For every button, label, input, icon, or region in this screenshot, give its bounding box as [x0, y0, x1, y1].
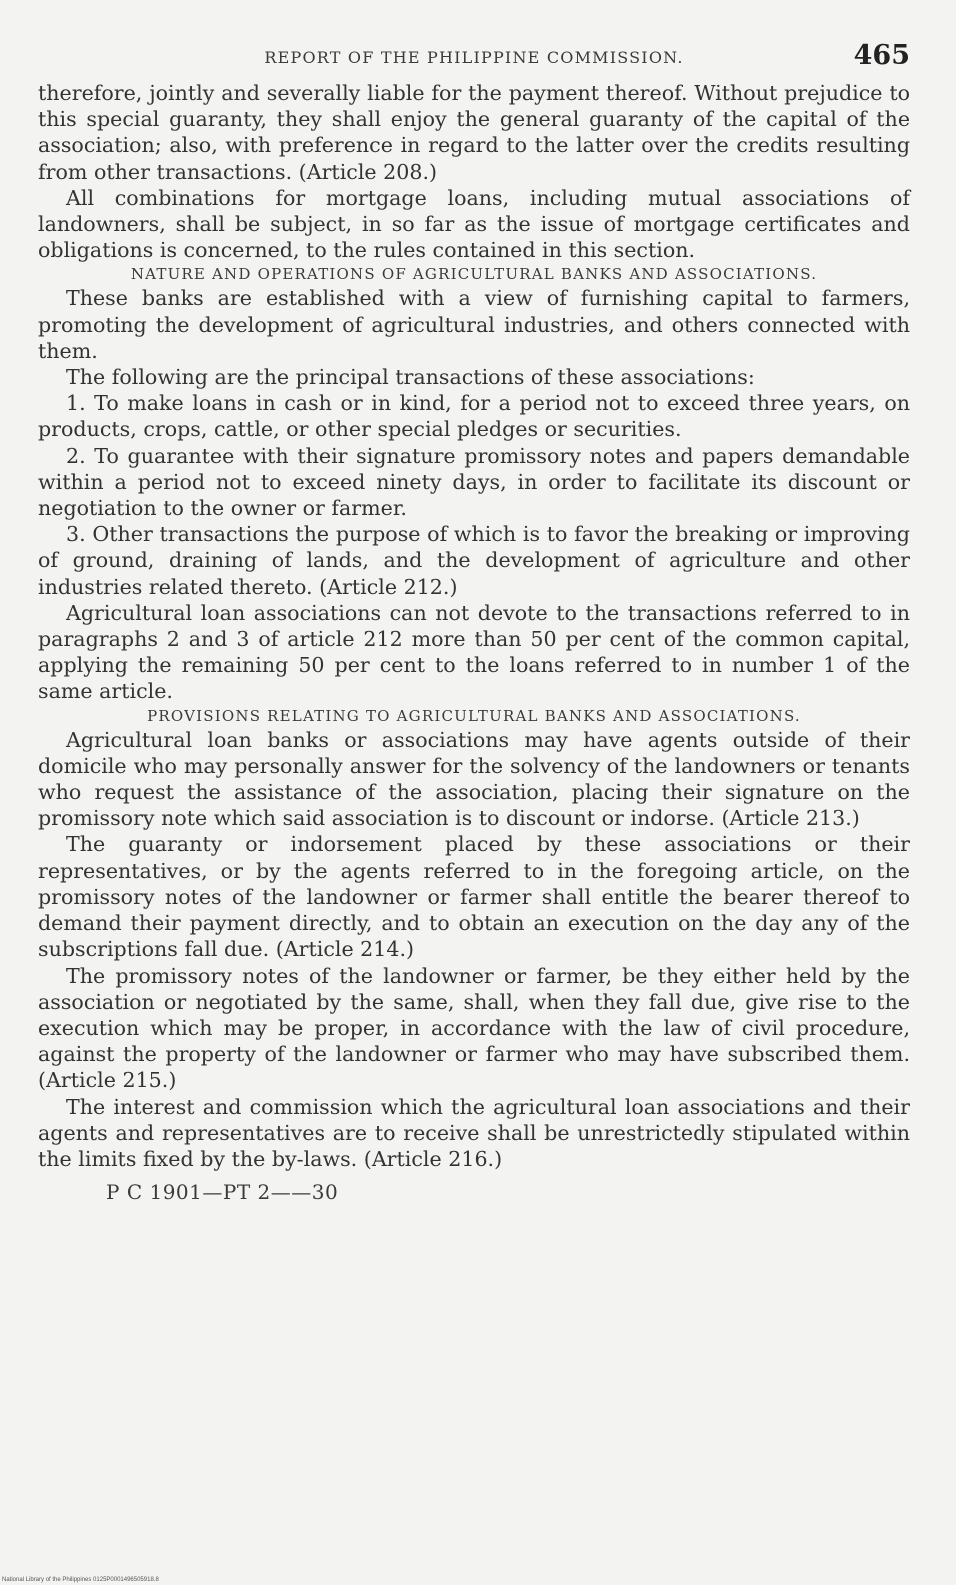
section-heading-provisions: PROVISIONS RELATING TO AGRICULTURAL BANKS AND ASSOCIATIONS. — [147, 706, 801, 725]
section-heading-nature-operations: NATURE AND OPERATIONS OF AGRICULTURAL BANKS AND ASSOCIATIONS. — [130, 265, 818, 284]
paragraph-item-3: 3. Other transactions the purpose of which is to favor the breaking or improving of ground, draining of lands, and the development of agriculture and other industries related thereto. (Article 212.) — [38, 522, 910, 599]
document-page — [38, 40, 910, 1204]
running-head: REPORT OF THE PHILIPPINE COMMISSION. — [264, 48, 684, 67]
paragraph-intro-mortgage: All combinations for mortgage loans, including mutual associations of landowners, shall be subject, in so far as the issue of mortgage certificates and obligations is concerned, to the rules contained in this section. — [38, 185, 910, 263]
page-header — [38, 40, 910, 80]
paragraph-capital-limit: Agricultural loan associations can not devote to the transactions referred to in paragraphs 2 and 3 of article 212 more than 50 per cent of the common capital, applying the remaining 50 per cent to the loans referred to in number 1 of the same article. — [38, 600, 910, 704]
paragraph-item-2: 2. To guarantee with their signature promissory notes and papers demandable within a period not to exceed ninety days, in order to facilitate its discount or negotiation to the owner or farmer. — [38, 443, 910, 521]
page-number: 465 — [853, 40, 910, 71]
scan-credit: National Library of the Philippines 0125P0001496505918.8 — [2, 1577, 159, 1583]
printer-signature-line: P C 1901—PT 2——30 — [106, 1180, 339, 1205]
paragraph-item-1: 1. To make loans in cash or in kind, for a period not to exceed three years, on products, crops, cattle, or other special pledges or securities. — [38, 391, 910, 442]
paragraph-banks-purpose: These banks are established with a view of furnishing capital to farmers, promoting the development of agricultural industries, and others connected with them. — [38, 286, 910, 363]
paragraph-article-215: The promissory notes of the landowner or farmer, be they either held by the association or negotiated by the same, shall, when they fall due, give rise to the execution which may be proper, in accordance with the law of civil procedure, against the property of the landowner or farmer who may have subscribed them. (Article 215.) — [38, 963, 910, 1093]
paragraph-article-214: The guaranty or indorsement placed by these associations or their representatives, or by the agents referred to in the foregoing article, on the promissory notes of the landowner or farmer shall entitle the bearer thereof to demand their payment directly, and to obtain an execution on the day any of the subscriptions fall due. (Article 214.) — [38, 832, 910, 962]
paragraph-intro-continuation: therefore, jointly and severally liable for the payment thereof. Without prejudice to this special guaranty, they shall enjoy the general guaranty of the capital of the association; also, with preference in regard to the latter over the credits resulting from other transactions. (Article 208.) — [38, 81, 910, 184]
paragraph-principal-transactions: The following are the principal transactions of these associations: — [66, 365, 755, 390]
paragraph-article-213: Agricultural loan banks or associations may have agents outside of their domicile who may personally answer for the solvency of the landowners or tenants who request the assistance of the association, placing their signature on the promissory note which said association is to discount or indorse. (Article 213.) — [38, 727, 910, 831]
paragraph-article-216: The interest and commission which the agricultural loan associations and their agents and representatives are to receive shall be unrestrictedly stipulated within the limits fixed by the by-laws. (Article 216.) — [38, 1094, 910, 1171]
